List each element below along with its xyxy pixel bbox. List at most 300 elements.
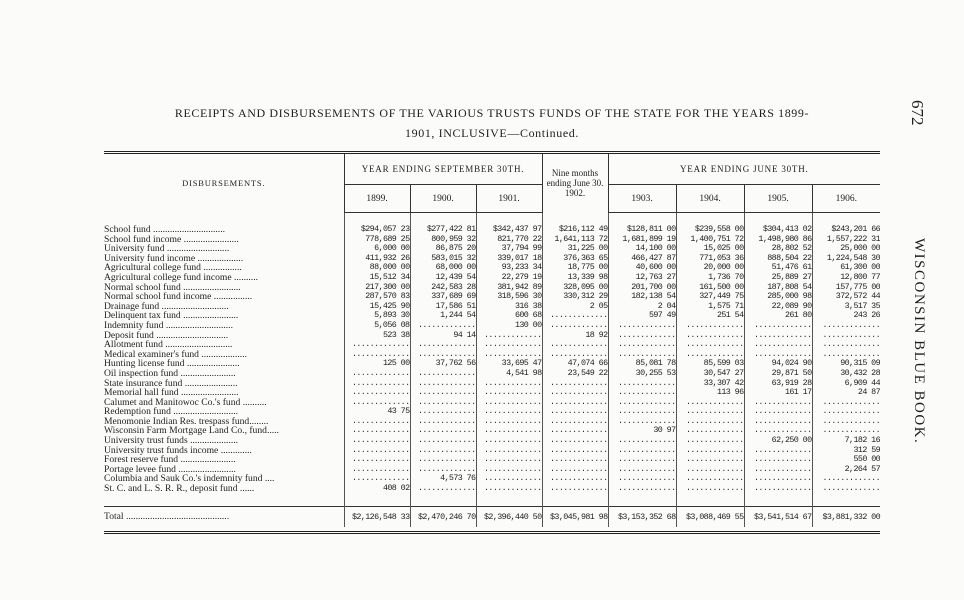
amount-cell: ............. [812, 331, 880, 341]
amount-cell: ............. [744, 417, 812, 427]
amount-cell: ............. [410, 484, 476, 494]
amount-cell: ............. [676, 398, 744, 408]
amount-cell: ............. [676, 484, 744, 494]
amount-cell: ............. [476, 484, 542, 494]
amount-cell: ............. [812, 398, 880, 408]
table-row [104, 359, 880, 369]
fund-name: Deposit fund .............................. [104, 330, 229, 341]
amount-cell: $216,112 49 [542, 225, 608, 235]
amount-cell: 339,017 18 [476, 254, 542, 264]
amount-cell: ............. [344, 417, 410, 427]
amount-cell: 125 00 [344, 359, 410, 369]
amount-cell: 376,363 65 [542, 254, 608, 264]
amount-cell: 550 00 [812, 455, 880, 465]
amount-cell: ............. [344, 426, 410, 436]
fund-name: Agricultural college fund ................ [104, 263, 242, 273]
page-number: 672 [908, 100, 927, 126]
fund-name: Hunting license fund ...................... [104, 359, 240, 369]
table-row [104, 350, 880, 360]
amount-cell: ............. [542, 379, 608, 389]
amount-cell: 29,871 50 [744, 369, 812, 379]
page-title [104, 103, 880, 143]
amount-cell: ............. [344, 446, 410, 456]
amount-cell: 800,959 32 [410, 235, 476, 245]
amount-cell: ............. [744, 350, 812, 360]
amount-cell: 5,893 30 [344, 311, 410, 321]
amount-cell: ............. [812, 407, 880, 417]
fund-name: Normal school fund ........................ [104, 282, 241, 293]
amount-cell: ............. [410, 321, 476, 331]
amount-cell: ............. [542, 321, 608, 331]
amount-cell: ............. [344, 379, 410, 389]
amount-cell: ............. [608, 484, 676, 494]
amount-cell: ............. [410, 455, 476, 465]
amount-cell: 327,449 75 [676, 292, 744, 302]
year-header: 1906. [812, 185, 880, 213]
amount-cell: ............. [542, 311, 608, 321]
amount-cell: 18,775 00 [542, 263, 608, 273]
amount-cell: ............. [542, 426, 608, 436]
amount-cell: 30,547 27 [676, 369, 744, 379]
amount-cell: ............. [344, 388, 410, 398]
year-header: 1905. [744, 185, 812, 213]
fund-name: University trust funds .................... [104, 436, 239, 446]
amount-cell: 25,889 27 [744, 273, 812, 283]
fund-name: University fund income ................... [104, 253, 244, 264]
amount-cell: 30,255 53 [608, 369, 676, 379]
amount-cell: ............. [608, 455, 676, 465]
amount-cell: 25,000 00 [812, 244, 880, 254]
amount-cell: 411,932 26 [344, 254, 410, 264]
amount-cell: ............. [410, 417, 476, 427]
table-row [104, 321, 880, 331]
fund-name: Calumet and Manitowoc Co.'s fund .......... [104, 397, 267, 408]
amount-cell: ............. [476, 446, 542, 456]
amount-cell: ............. [608, 407, 676, 417]
amount-cell: ............. [608, 350, 676, 360]
amount-cell: 771,053 36 [676, 254, 744, 264]
amount-cell: ............. [542, 417, 608, 427]
amount-cell: 23,549 22 [542, 369, 608, 379]
amount-cell: 43 75 [344, 407, 410, 417]
amount-cell: 15,425 90 [344, 302, 410, 312]
title-line-1: RECEIPTS AND DISBURSEMENTS OF THE VARIOUS TRUSTS FUNDS OF THE STATE FOR THE YEARS 1899- [174, 106, 810, 120]
table-row [104, 244, 880, 254]
amount-cell: ............. [744, 398, 812, 408]
spacer-row [104, 494, 880, 507]
amount-cell: ............. [476, 331, 542, 341]
table-row [104, 398, 880, 408]
amount-cell: 408 02 [344, 484, 410, 494]
year-header: 1904. [676, 185, 744, 213]
year-header: 1899. [344, 185, 410, 213]
amount-cell: ............. [542, 436, 608, 446]
amount-cell: 1,557,222 31 [812, 235, 880, 245]
table-body [104, 213, 880, 527]
amount-cell: 7,182 16 [812, 436, 880, 446]
amount-cell: 1,400,751 72 [676, 235, 744, 245]
amount-cell: ............. [476, 455, 542, 465]
table-row [104, 484, 880, 494]
amount-cell: ............. [476, 379, 542, 389]
amount-cell: 86,875 20 [410, 244, 476, 254]
amount-cell: ............. [608, 340, 676, 350]
total-amount: $2,126,548 33 [344, 506, 410, 527]
fund-name: Indemnity fund ............................ [104, 320, 233, 331]
amount-cell: ............. [542, 474, 608, 484]
fund-name: Drainage fund ............................ [104, 301, 229, 312]
table-row [104, 474, 880, 484]
table-row [104, 388, 880, 398]
amount-cell: ............. [608, 465, 676, 475]
year-header: 1900. [410, 185, 476, 213]
amount-cell: ............. [676, 350, 744, 360]
amount-cell: 5,056 08 [344, 321, 410, 331]
amount-cell: 312 59 [812, 446, 880, 456]
amount-cell: ............. [676, 474, 744, 484]
amount-cell: 261 80 [744, 311, 812, 321]
amount-cell: 217,300 00 [344, 283, 410, 293]
amount-cell: 2,264 57 [812, 465, 880, 475]
amount-cell: 1,498,980 86 [744, 235, 812, 245]
amount-cell: 24 87 [812, 388, 880, 398]
total-amount: $2,470,246 70 [410, 506, 476, 527]
amount-cell: ............. [344, 455, 410, 465]
amount-cell: 888,504 22 [744, 254, 812, 264]
total-amount: $3,881,332 00 [812, 506, 880, 527]
amount-cell: $342,437 97 [476, 225, 542, 235]
amount-cell: ............. [476, 407, 542, 417]
amount-cell: ............. [676, 407, 744, 417]
amount-cell: ............. [344, 436, 410, 446]
fund-name: Memorial hall fund ........................ [104, 388, 239, 398]
amount-cell: ............. [676, 331, 744, 341]
table-row [104, 455, 880, 465]
amount-cell: 318,596 30 [476, 292, 542, 302]
amount-cell: ............. [410, 350, 476, 360]
amount-cell: 243 26 [812, 311, 880, 321]
amount-cell: ............. [542, 407, 608, 417]
table-row [104, 417, 880, 427]
amount-cell: ............. [542, 350, 608, 360]
amount-cell: 523 38 [344, 331, 410, 341]
fund-name: Menomonie Indian Res. trespass fund........ [104, 416, 269, 427]
amount-cell: 47,074 66 [542, 359, 608, 369]
amount-cell: 51,476 61 [744, 263, 812, 273]
total-amount: $3,088,469 55 [676, 506, 744, 527]
amount-cell: 13,339 98 [542, 273, 608, 283]
table-row [104, 446, 880, 456]
amount-cell: ............. [476, 474, 542, 484]
fund-name: School fund income ....................... [104, 234, 239, 245]
amount-cell: 600 68 [476, 311, 542, 321]
amount-cell: 22,089 90 [744, 302, 812, 312]
amount-cell: ............. [812, 474, 880, 484]
amount-cell: ............. [676, 446, 744, 456]
amount-cell: 1,224,548 30 [812, 254, 880, 264]
year-header: 1903. [608, 185, 676, 213]
amount-cell: ............. [410, 369, 476, 379]
amount-cell: 6,000 00 [344, 244, 410, 254]
fund-name: Allotment fund ............................ [104, 340, 233, 350]
amount-cell: 31,225 00 [542, 244, 608, 254]
fund-name: School fund .............................. [104, 225, 225, 235]
amount-cell: 18 92 [542, 331, 608, 341]
amount-cell: 161 17 [744, 388, 812, 398]
table-row [104, 283, 880, 293]
fund-name: University trust funds income ............. [104, 445, 252, 456]
table-row [104, 263, 880, 273]
amount-cell: ............. [608, 388, 676, 398]
amount-cell: $239,558 00 [676, 225, 744, 235]
fund-name: University fund .......................... [104, 244, 230, 254]
total-amount: $2,396,440 50 [476, 506, 542, 527]
amount-cell: 337,689 69 [410, 292, 476, 302]
amount-cell: ............. [744, 474, 812, 484]
group-header-september: YEAR ENDING SEPTEMBER 30TH. [344, 153, 542, 185]
amount-cell: ............. [476, 350, 542, 360]
amount-cell: 187,808 54 [744, 283, 812, 293]
table-row [104, 254, 880, 264]
amount-cell: 285,000 98 [744, 292, 812, 302]
amount-cell: ............. [744, 331, 812, 341]
amount-cell: ............. [676, 340, 744, 350]
amount-cell: ............. [812, 350, 880, 360]
amount-cell: 328,095 00 [542, 283, 608, 293]
amount-cell: ............. [608, 474, 676, 484]
table-row [104, 331, 880, 341]
amount-cell: ............. [476, 426, 542, 436]
amount-cell: 1,641,113 72 [542, 235, 608, 245]
fund-name: Forest reserve fund ....................... [104, 455, 236, 465]
amount-cell: 37,762 56 [410, 359, 476, 369]
table-row [104, 369, 880, 379]
amount-cell: 242,583 28 [410, 283, 476, 293]
amount-cell: 63,919 28 [744, 379, 812, 389]
total-row [104, 506, 880, 527]
bottom-double-rule [104, 531, 880, 534]
amount-cell: 33,307 42 [676, 379, 744, 389]
amount-cell: ............. [476, 417, 542, 427]
fund-name: Redemption fund ........................... [104, 407, 239, 417]
amount-cell: 17,586 51 [410, 302, 476, 312]
amount-cell: ............. [344, 350, 410, 360]
amount-cell: 94 14 [410, 331, 476, 341]
amount-cell: ............. [344, 340, 410, 350]
amount-cell: 12,439 54 [410, 273, 476, 283]
amount-cell: 4,573 76 [410, 474, 476, 484]
amount-cell: 15,025 00 [676, 244, 744, 254]
amount-cell: ............. [344, 474, 410, 484]
amount-cell: ............. [812, 426, 880, 436]
amount-cell: ............. [744, 426, 812, 436]
table-row [104, 340, 880, 350]
amount-cell: ............. [542, 455, 608, 465]
amount-cell: 597 49 [608, 311, 676, 321]
amount-cell: ............. [676, 455, 744, 465]
amount-cell: 93,233 34 [476, 263, 542, 273]
amount-cell: ............. [744, 407, 812, 417]
amount-cell: 316 38 [476, 302, 542, 312]
amount-cell: ............. [676, 465, 744, 475]
amount-cell: ............. [542, 446, 608, 456]
table-row [104, 292, 880, 302]
amount-cell: ............. [542, 484, 608, 494]
year-header: 1901. [476, 185, 542, 213]
amount-cell: ............. [410, 379, 476, 389]
amount-cell: 28,802 52 [744, 244, 812, 254]
fund-name: State insurance fund ...................... [104, 378, 238, 389]
amount-cell: ............. [476, 398, 542, 408]
amount-cell: ............. [476, 465, 542, 475]
table-row [104, 302, 880, 312]
amount-cell: ............. [344, 369, 410, 379]
table-row [104, 225, 880, 235]
title-line-2: 1901, INCLUSIVE—Continued. [405, 126, 579, 140]
amount-cell: 182,138 54 [608, 292, 676, 302]
amount-cell: ............. [410, 465, 476, 475]
amount-cell: 583,015 32 [410, 254, 476, 264]
amount-cell: 33,695 47 [476, 359, 542, 369]
amount-cell: ............. [812, 417, 880, 427]
amount-cell: ............. [744, 446, 812, 456]
amount-cell: 14,100 00 [608, 244, 676, 254]
amount-cell: $243,201 66 [812, 225, 880, 235]
amount-cell: ............. [344, 398, 410, 408]
fund-name: Delinquent tax fund ....................... [104, 311, 239, 321]
table-row [104, 379, 880, 389]
amount-cell: 85,599 03 [676, 359, 744, 369]
amount-cell: 68,000 00 [410, 263, 476, 273]
amount-cell: 1,681,899 19 [608, 235, 676, 245]
amount-cell: ............. [542, 398, 608, 408]
amount-cell: 22,279 19 [476, 273, 542, 283]
amount-cell: $128,811 00 [608, 225, 676, 235]
amount-cell: 130 00 [476, 321, 542, 331]
amount-cell: 88,000 00 [344, 263, 410, 273]
table-row [104, 426, 880, 436]
amount-cell: ............. [744, 340, 812, 350]
amount-cell: ............. [608, 398, 676, 408]
amount-cell: 37,794 99 [476, 244, 542, 254]
amount-cell: 778,689 25 [344, 235, 410, 245]
fund-name: Medical examiner's fund ................... [104, 349, 247, 360]
amount-cell: 113 96 [676, 388, 744, 398]
amount-cell: $294,057 23 [344, 225, 410, 235]
amount-cell: 2 05 [542, 302, 608, 312]
amount-cell: 161,500 00 [676, 283, 744, 293]
amount-cell: ............. [410, 398, 476, 408]
amount-cell: 30 97 [608, 426, 676, 436]
amount-cell: ............. [410, 407, 476, 417]
amount-cell: ............. [542, 388, 608, 398]
amount-cell: ............. [608, 331, 676, 341]
amount-cell: ............. [744, 484, 812, 494]
amount-cell: ............. [744, 455, 812, 465]
fund-name: Wisconsin Farm Mortgage Land Co., fund..... [104, 426, 279, 437]
amount-cell: ............. [608, 446, 676, 456]
amount-cell: ............. [344, 465, 410, 475]
amount-cell: ............. [476, 340, 542, 350]
spacer-row [104, 213, 880, 226]
amount-cell: 15,512 34 [344, 273, 410, 283]
total-label: Total ........................................... [104, 506, 344, 527]
amount-cell: 1,244 54 [410, 311, 476, 321]
table-row [104, 407, 880, 417]
amount-cell: 40,600 00 [608, 263, 676, 273]
amount-cell: ............. [608, 321, 676, 331]
amount-cell: $277,422 81 [410, 225, 476, 235]
amount-cell: 821,770 22 [476, 235, 542, 245]
amount-cell: ............. [676, 436, 744, 446]
amount-cell: ............. [410, 436, 476, 446]
table-row [104, 235, 880, 245]
amount-cell: ............. [476, 388, 542, 398]
amount-cell: ............. [676, 417, 744, 427]
amount-cell: ............. [542, 465, 608, 475]
amount-cell: ............. [476, 436, 542, 446]
amount-cell: 20,000 00 [676, 263, 744, 273]
amount-cell: 330,312 29 [542, 292, 608, 302]
amount-cell: 85,081 78 [608, 359, 676, 369]
amount-cell: 2 04 [608, 302, 676, 312]
row-header: DISBURSEMENTS. [104, 153, 344, 213]
amount-cell: ............. [744, 321, 812, 331]
fund-name: Normal school fund income ................ [104, 292, 253, 302]
amount-cell: 466,427 87 [608, 254, 676, 264]
header-row-groups [104, 153, 880, 185]
amount-cell: 157,775 00 [812, 283, 880, 293]
side-running-title: WISCONSIN BLUE BOOK. [911, 238, 927, 445]
table-row [104, 311, 880, 321]
disbursements-table [104, 151, 880, 527]
amount-cell: 6,909 44 [812, 379, 880, 389]
amount-cell: ............. [410, 426, 476, 436]
amount-cell: 1,736 70 [676, 273, 744, 283]
amount-cell: 12,800 77 [812, 273, 880, 283]
table-row [104, 465, 880, 475]
amount-cell: 251 54 [676, 311, 744, 321]
group-header-june: YEAR ENDING JUNE 30TH. [608, 153, 880, 185]
amount-cell: 201,700 00 [608, 283, 676, 293]
amount-cell: 90,315 09 [812, 359, 880, 369]
amount-cell: 372,572 44 [812, 292, 880, 302]
table-row [104, 436, 880, 446]
amount-cell: $304,413 02 [744, 225, 812, 235]
amount-cell: ............. [542, 340, 608, 350]
table-row [104, 273, 880, 283]
amount-cell: 61,300 00 [812, 263, 880, 273]
fund-name: Oil inspection fund ....................... [104, 368, 236, 379]
nine-months-header: Nine months ending June 30. 1902. [542, 153, 608, 213]
amount-cell: ............. [744, 465, 812, 475]
amount-cell: ............. [812, 321, 880, 331]
amount-cell: 30,432 28 [812, 369, 880, 379]
amount-cell: 62,250 00 [744, 436, 812, 446]
fund-name: Portage levee fund ........................ [104, 464, 236, 475]
total-amount: $3,045,981 98 [542, 506, 608, 527]
amount-cell: 3,517 35 [812, 302, 880, 312]
amount-cell: ............. [676, 321, 744, 331]
amount-cell: 381,942 89 [476, 283, 542, 293]
amount-cell: 4,541 98 [476, 369, 542, 379]
amount-cell: ............. [608, 417, 676, 427]
amount-cell: ............. [410, 446, 476, 456]
amount-cell: ............. [812, 484, 880, 494]
amount-cell: ............. [812, 340, 880, 350]
amount-cell: ............. [410, 340, 476, 350]
amount-cell: ............. [608, 436, 676, 446]
